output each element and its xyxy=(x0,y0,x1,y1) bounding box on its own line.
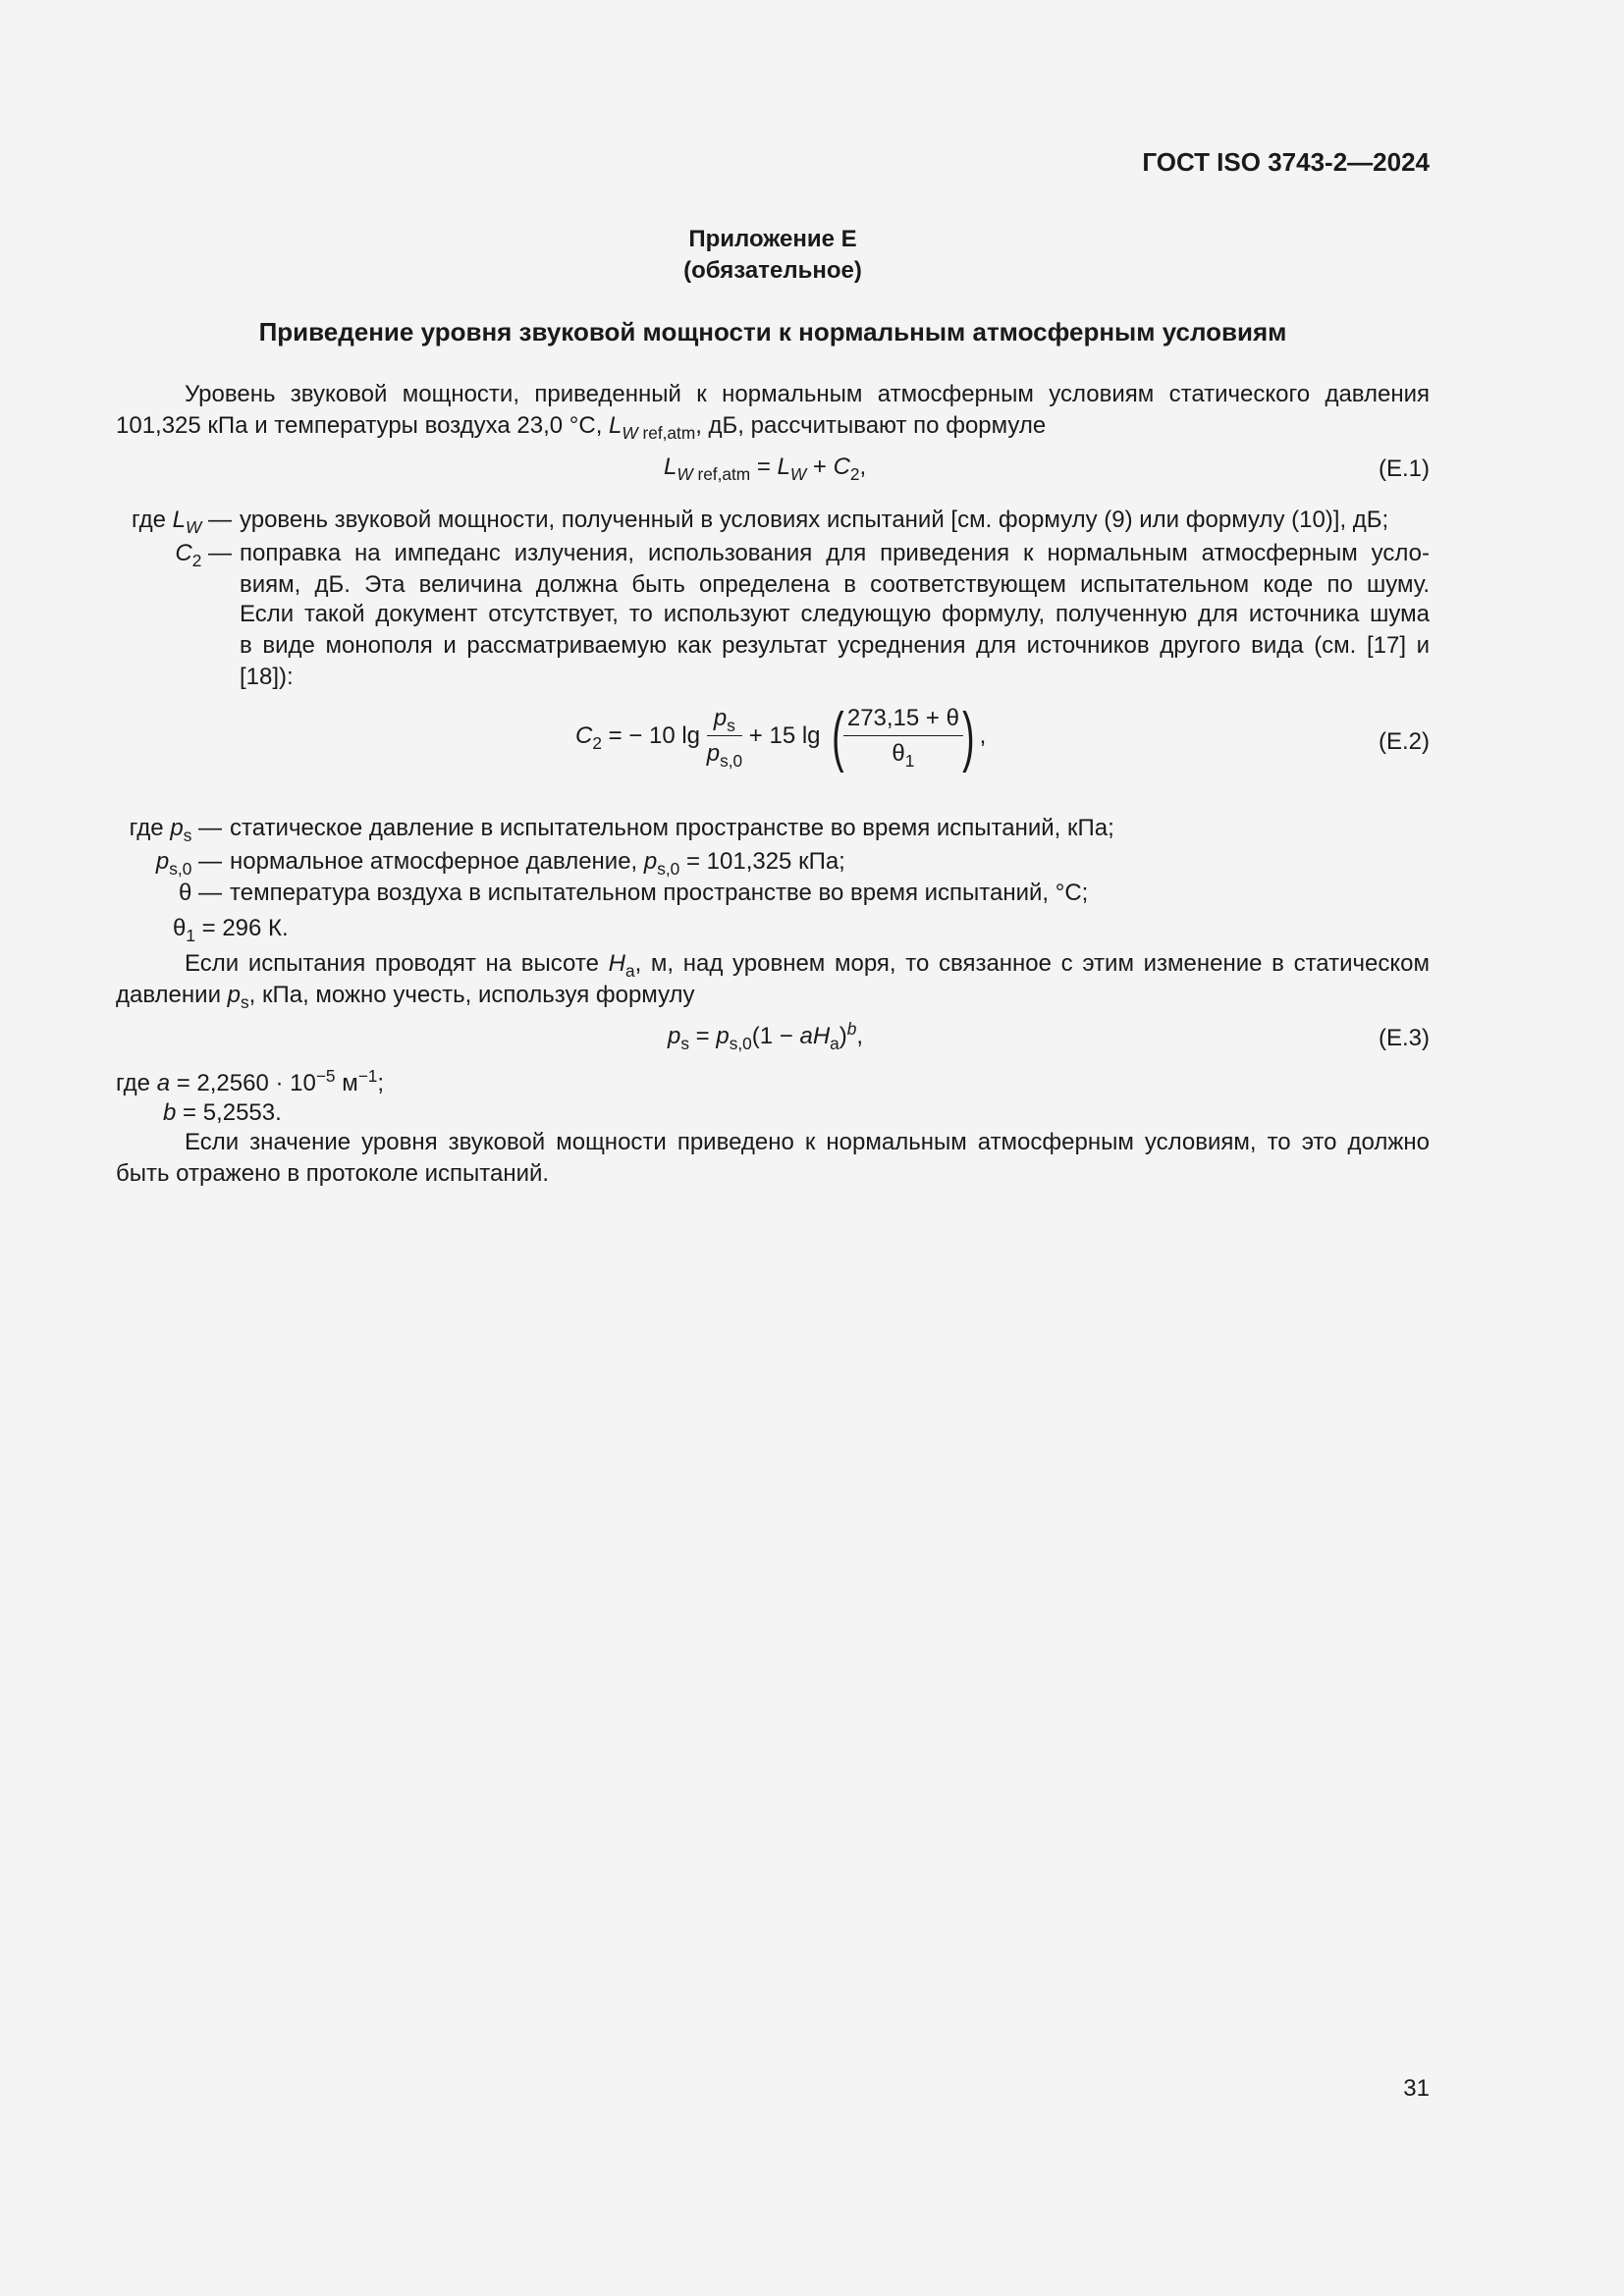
formula-e2-number: (E.2) xyxy=(1378,728,1430,755)
annex-heading: Приведение уровня звуковой мощности к нормальным атмосферным условиям xyxy=(258,317,1287,347)
def-c2-line-1: поправка на импеданс излучения, использования для приведения к нормальным атмосферным усло- xyxy=(240,540,1430,566)
formula-e2: $C_2$ = − 10 lg $\frac{p_s}{p_{s,0}}$ + 15 lg ( $\frac{273,15 + \theta}{\theta_1}$ ) , xyxy=(575,699,987,774)
def-c2-line-5: [18]): xyxy=(240,664,294,690)
def-lw-symbol: где $L_W$ — xyxy=(131,507,232,537)
def-lw-text: уровень звуковой мощности, полученный в условиях испытаний [см. формулу (9) или формулу (10)], дБ; xyxy=(240,507,1389,533)
closing-line-2: быть отражено в протоколе испытаний. xyxy=(116,1160,550,1187)
formula-e3: $p_s = p_{s,0}(1 - aH_a)^b$, xyxy=(668,1019,864,1053)
intro-line-2: 101,325 кПа и температуры воздуха 23,0 °С, $L_{W ref,atm}$, дБ, рассчитывают по формуле xyxy=(116,412,1047,443)
def-theta-text: температура воздуха в испытательном пространстве во время испытаний, °С; xyxy=(230,880,1089,906)
formula-e3-number: (E.3) xyxy=(1378,1025,1430,1051)
annex-status: (обязательное) xyxy=(683,257,862,284)
def-ps-symbol: где $p_s$ — xyxy=(129,815,222,845)
standard-code: ГОСТ ISO 3743-2—2024 xyxy=(1142,147,1430,177)
fraction-ps-over-ps0: $\frac{p_s}{p_{s,0}}$ xyxy=(706,705,743,771)
def-a: где $a = 2,2560 \cdot 10^{-5}$ $м^{-1}$; xyxy=(116,1066,385,1096)
formula-e1-number: (E.1) xyxy=(1378,455,1430,482)
formula-e1: $L_{W ref,atm} = L_W + C_2$, xyxy=(664,454,867,484)
def-c2-line-3: Если такой документ отсутствует, то используют следующую формулу, полученную для источника шума xyxy=(240,601,1430,627)
def-c2-symbol: $C_2$ — xyxy=(175,540,232,570)
def-ps-text: статическое давление в испытательном пространстве во время испытаний, кПа; xyxy=(230,815,1114,841)
def-theta1: $\theta_1 = 296$ К. xyxy=(173,915,289,945)
def-c2-line-4: в виде монополя и рассматриваемую как результат усреднения для источников другого вида (см. [17] и xyxy=(240,632,1430,659)
def-theta-symbol: θ — xyxy=(178,880,222,906)
intro-line-1: Уровень звуковой мощности, приведенный к нормальным атмосферным условиям статического давления xyxy=(185,381,1430,407)
def-ps0-text: нормальное атмосферное давление, $p_{s,0} = 101,325$ кПа; xyxy=(230,848,845,879)
def-c2-line-2: виям, дБ. Эта величина должна быть определена в соответствующем испытательном коде по шуму. xyxy=(240,571,1430,598)
def-ps0-symbol: $p_{s,0}$ — xyxy=(155,848,222,879)
page-number: 31 xyxy=(1403,2075,1430,2102)
altitude-line-2: давлении $p_s$, кПа, можно учесть, используя формулу xyxy=(116,982,695,1012)
altitude-line-1: Если испытания проводят на высоте $H_a$, м, над уровнем моря, то связанное с этим изменение в статическом xyxy=(185,950,1430,981)
fraction-temperature: $\frac{273,15 + \theta}{\theta_1}$ xyxy=(843,705,963,768)
def-b: b = 5,2553. xyxy=(163,1099,282,1126)
annex-title: Приложение E xyxy=(688,226,857,252)
closing-line-1: Если значение уровня звуковой мощности приведено к нормальным атмосферным условиям, то это должно xyxy=(185,1129,1430,1155)
